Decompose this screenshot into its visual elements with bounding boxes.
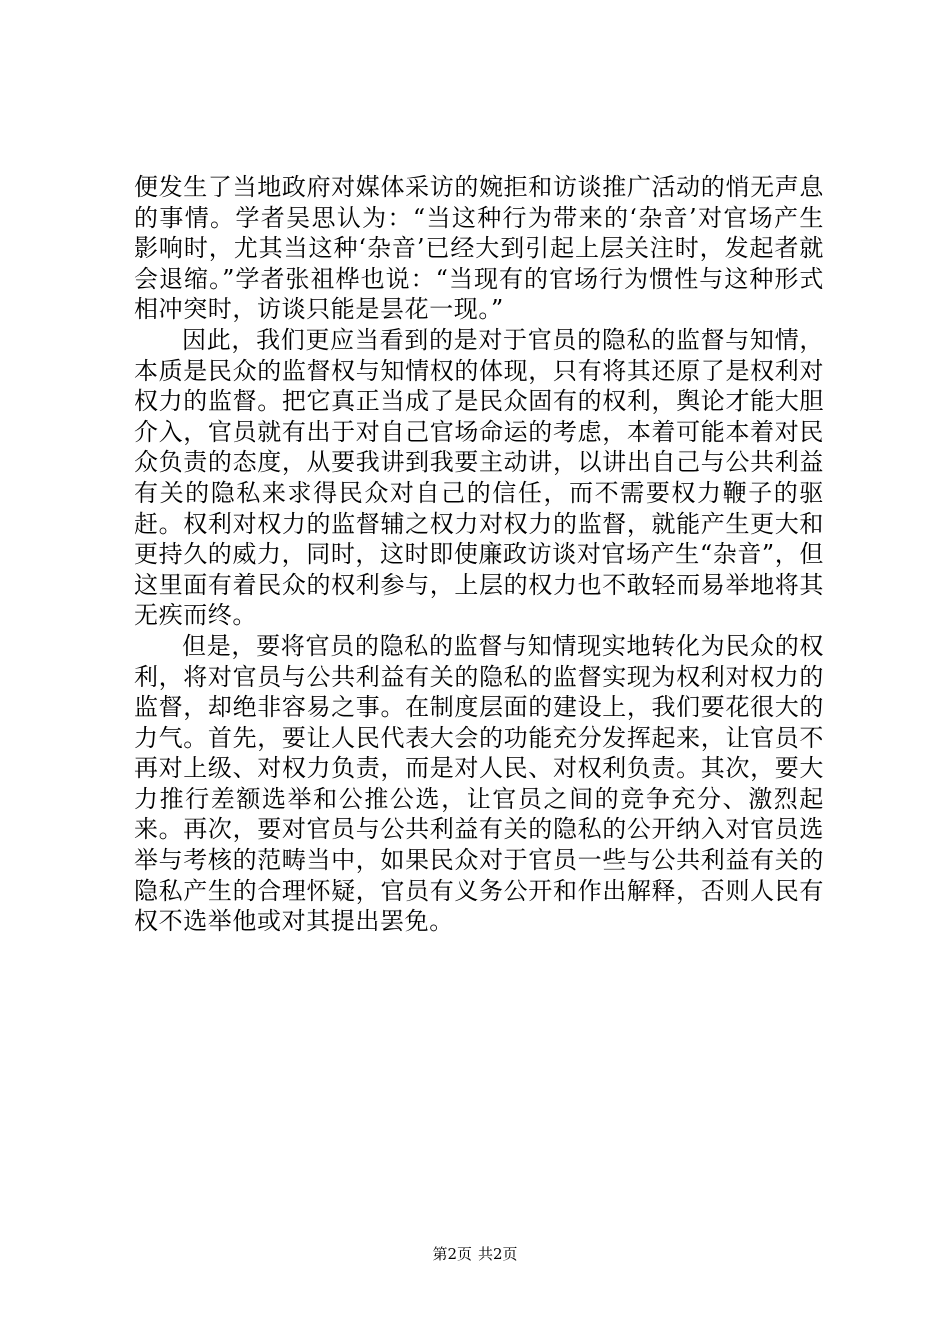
page-number: 第2页 (432, 1245, 472, 1263)
paragraph-1: 便发生了当地政府对媒体采访的婉拒和访谈推广活动的悄无声息的事情。学者吴思认为：“当这种行为带来的‘杂音’对官场产生影响时，尤其当这种‘杂音’已经大到引起上层关注时，发起者就会退缩。”学者张祖桦也说：“当现有的官场行为惯性与这种形式相冲突时，访谈只能是昙花一现。” (134, 173, 824, 324)
document-body (134, 172, 824, 937)
page-total: 共2页 (478, 1245, 518, 1263)
paragraph-2: 因此，我们更应当看到的是对于官员的隐私的监督与知情，本质是民众的监督权与知情权的体现，只有将其还原了是权利对权力的监督。把它真正当成了是民众固有的权利，舆论才能大胆介入，官员就有出于对自己官场命运的考虑，本着可能本着对民众负责的态度，从要我讲到我要主动讲，以讲出自己与公共利益有关的隐私来求得民众对自己的信任，而不需要权力鞭子的驱赶。权利对权力的监督辅之权力对权力的监督，就能产生更大和更持久的威力，同时，这时即使廉政访谈对官场产生“杂音”，但这里面有着民众的权利参与，上层的权力也不敢轻而易举地将其无疾而终。 (134, 325, 824, 630)
page-footer (0, 1244, 950, 1264)
paragraph-3: 但是，要将官员的隐私的监督与知情现实地转化为民众的权利，将对官员与公共利益有关的隐私的监督实现为权利对权力的监督，却绝非容易之事。在制度层面的建设上，我们要花很大的力气。首先，要让人民代表大会的功能充分发挥起来，让官员不再对上级、对权力负责，而是对人民、对权利负责。其次，要大力推行差额选举和公推公选，让官员之间的竞争充分、激烈起来。再次，要对官员与公共利益有关的隐私的公开纳入对官员选举与考核的范畴当中，如果民众对于官员一些与公共利益有关的隐私产生的合理怀疑，官员有义务公开和作出解释，否则人民有权不选举他或对其提出罢免。 (134, 631, 824, 936)
